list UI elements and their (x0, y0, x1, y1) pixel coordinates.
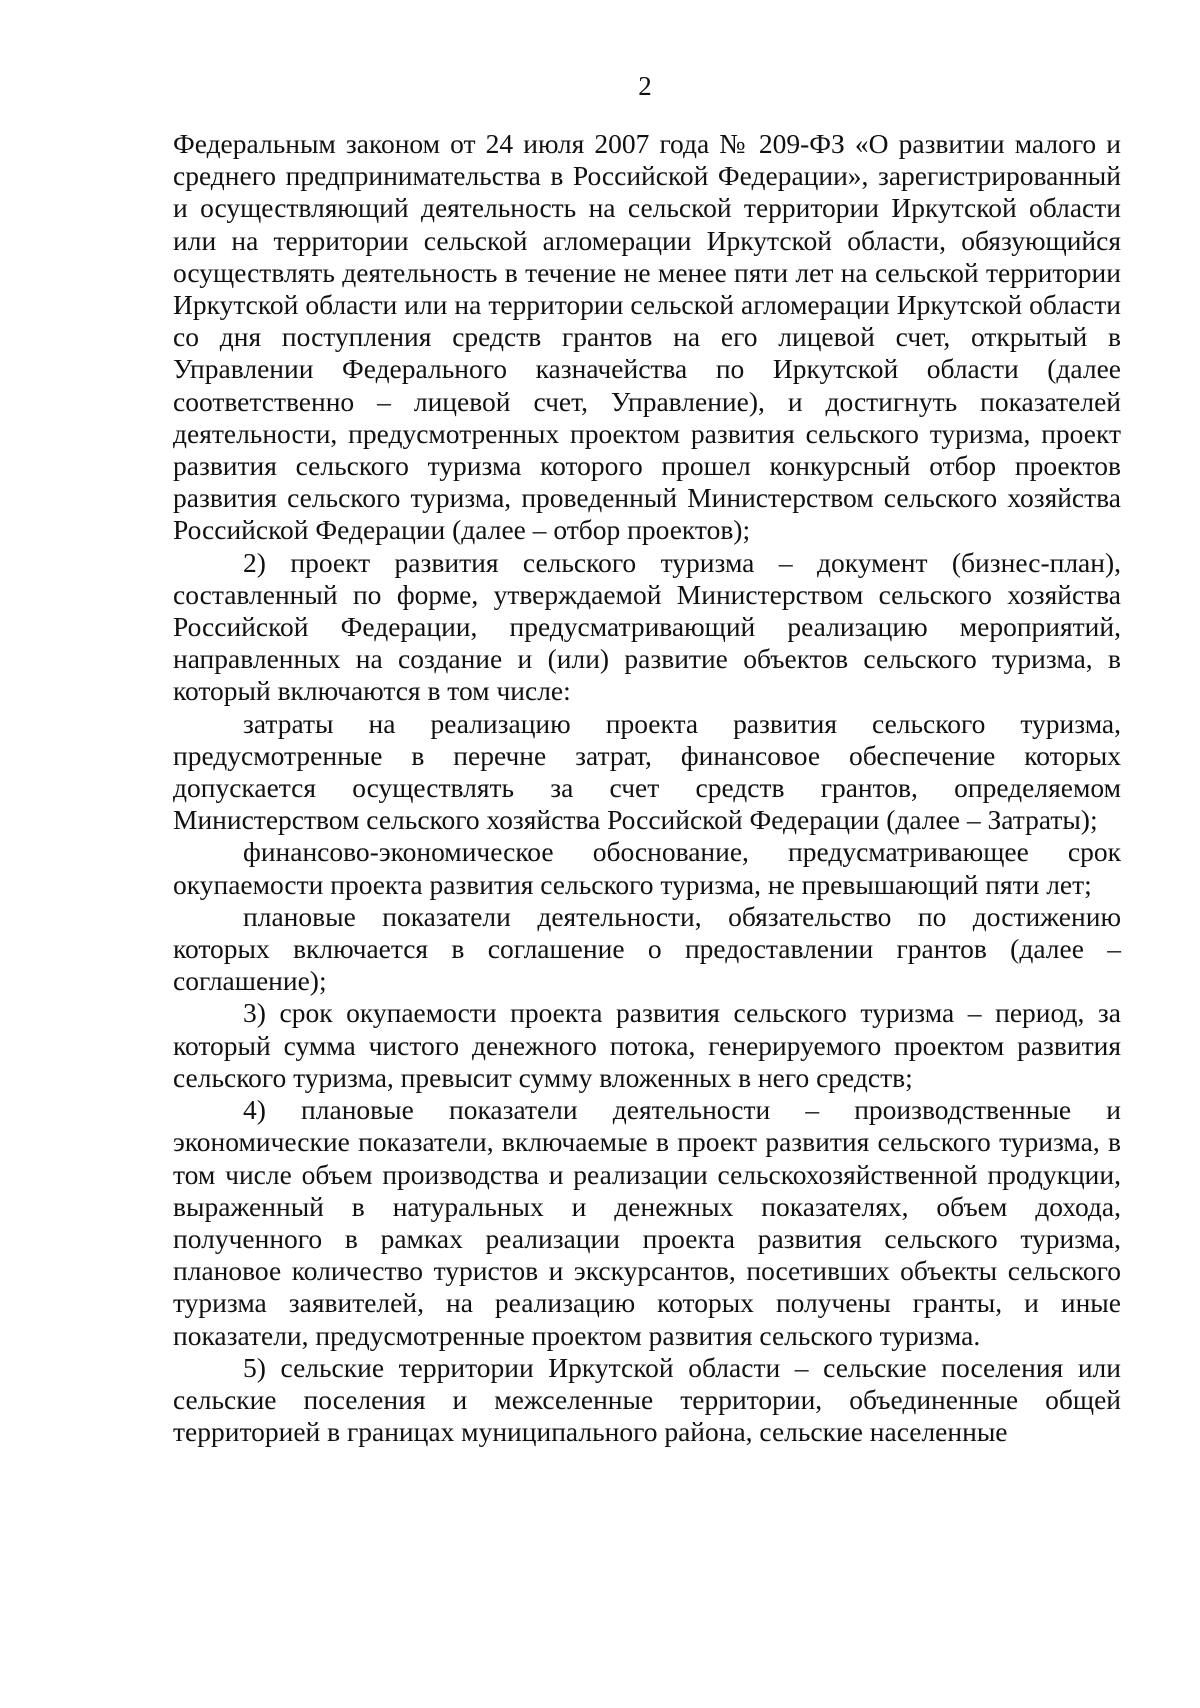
paragraph-1: Федеральным законом от 24 июля 2007 года № 209-ФЗ «О развитии малого и среднего предпринимательства в Российской Федерации», зарегистрированный и осуществляющий деятельность на сельской территории Иркутской области или на территории сельской агломерации Иркутской области, обязующийся осуществлять деятельность в течение не менее пяти лет на сельской территории Иркутской области или на территории сельской агломерации Иркутской области со дня поступления средств грантов на его лицевой счет, открытый в Управлении Федерального казначейства по Иркутской области (далее соответственно – лицевой счет, Управление), и достигнуть показателей деятельности, предусмотренных проектом развития сельского туризма, проект развития сельского туризма которого прошел конкурсный отбор проектов развития сельского туризма, проведенный Министерством сельского хозяйства Российской Федерации (далее – отбор проектов); (173, 128, 1121, 546)
page-number: 2 (638, 71, 652, 101)
paragraph-8: 5) сельские территории Иркутской области – сельские поселения или сельские поселения и межселенные территории, объединенные общей территорией в границах муниципального района, сельские населенные (173, 1351, 1121, 1448)
paragraph-5: плановые показатели деятельности, обязательство по достижению которых включается в соглашение о предоставлении грантов (далее – соглашение); (173, 900, 1121, 997)
paragraph-4: финансово-экономическое обоснование, предусматривающее срок окупаемости проекта развития сельского туризма, не превышающий пяти лет; (173, 836, 1121, 900)
paragraph-2: 2) проект развития сельского туризма – документ (бизнес-план), составленный по форме, утверждаемой Министерством сельского хозяйства Российской Федерации, предусматривающий реализацию мероприятий, направленных на создание и (или) развитие объектов сельского туризма, в который включаются в том числе: (173, 546, 1121, 707)
paragraph-6: 3) срок окупаемости проекта развития сельского туризма – период, за который сумма чистого денежного потока, генерируемого проектом развития сельского туризма, превысит сумму вложенных в него средств; (173, 997, 1121, 1093)
paragraph-3: затраты на реализацию проекта развития сельского туризма, предусмотренные в перечне затрат, финансовое обеспечение которых допускается осуществлять за счет средств грантов, определяемом Министерством сельского хозяйства Российской Федерации (далее – Затраты); (173, 707, 1121, 836)
paragraph-7: 4) плановые показатели деятельности – производственные и экономические показатели, включаемые в проект развития сельского туризма, в том числе объем производства и реализации сельскохозяйственной продукции, выраженный в натуральных и денежных показателях, объем дохода, полученного в рамках реализации проекта развития сельского туризма, плановое количество туристов и экскурсантов, посетивших объекты сельского туризма заявителей, на реализацию которых получены гранты, и иные показатели, предусмотренные проектом развития сельского туризма. (173, 1094, 1121, 1351)
document-body (173, 128, 1121, 1448)
